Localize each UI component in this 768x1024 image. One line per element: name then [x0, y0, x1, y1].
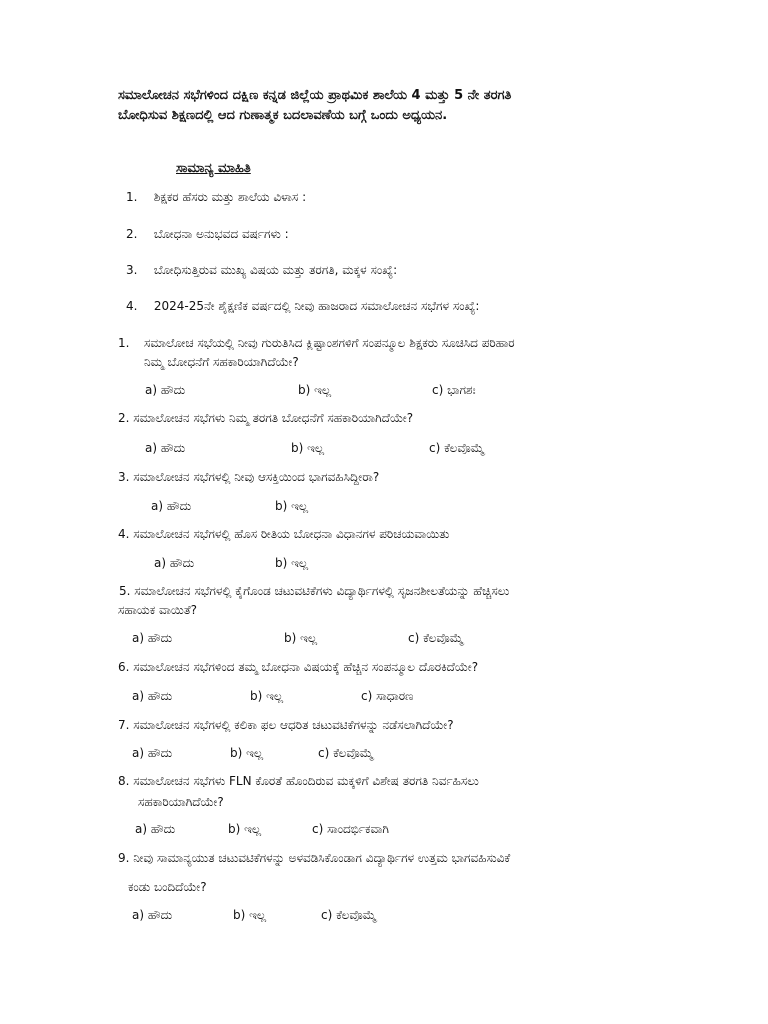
option-c[interactable]: c) ಸಾಂದರ್ಭಿಕವಾಗಿ [312, 822, 389, 836]
question-line-1: 9. ನೀವು ಸಾಮಾನ್ಯಯುತ ಚಟುವಟಿಕೆಗಳನ್ನು ಅಳವಡಿಸಿಕೊಂಡಾಗ ವಿದ್ಯಾರ್ಥಿಗಳ ಉತ್ತಮ ಭಾಗವಹಿಸುವಿಕೆ [118, 851, 511, 865]
option-c[interactable]: c) ಸಾಧಾರಣ [361, 689, 414, 703]
option-a[interactable]: a) ಹೌದು [151, 499, 192, 513]
general-info-item [126, 227, 289, 242]
option-c[interactable]: c) ಕೆಲವೊಮ್ಮೆ [429, 441, 485, 455]
option-b[interactable]: b) ಇಲ್ಲ [291, 441, 325, 455]
general-info-item [126, 263, 397, 278]
option-a[interactable]: a) ಹೌದು [154, 556, 195, 570]
item-text: ಶಿಕ್ಷಕರ ಹೆಸರು ಮತ್ತು ಶಾಲೆಯ ವಿಳಾಸ : [153, 190, 307, 204]
option-a[interactable]: a) ಹೌದು [132, 689, 173, 703]
question-text [118, 336, 515, 351]
item-text: ಬೋಧನಾ ಅನುಭವದ ವರ್ಷಗಳು : [153, 227, 289, 241]
option-b[interactable]: b) ಇಲ್ಲ [230, 746, 264, 760]
option-b[interactable]: b) ಇಲ್ಲ [284, 631, 318, 645]
item-number: 1. [126, 190, 138, 204]
option-b[interactable]: b) ಇಲ್ಲ [275, 499, 309, 513]
document-title-line-2: ಬೋಧಿಸುವ ಶಿಕ್ಷಣದಲ್ಲಿ ಆದ ಗುಣಾತ್ಮಕ ಬದಲಾವಣೆಯ ಬಗ್ಗೆ ಒಂದು ಅಧ್ಯಯನ. [118, 108, 448, 123]
option-c[interactable]: c) ಕೆಲವೊಮ್ಮೆ [318, 746, 374, 760]
option-c[interactable]: c) ಭಾಗಶಃ [432, 383, 476, 397]
document-title-line-1: ಸಮಾಲೋಚನ ಸಭೆಗಳಿಂದ ದಕ್ಷಿಣ ಕನ್ನಡ ಜಿಲ್ಲೆಯ ಪ್ರಾಥಮಿಕ ಶಾಲೆಯ 4 ಮತ್ತು 5 ನೇ ತರಗತಿ [118, 88, 512, 103]
option-b[interactable]: b) ಇಲ್ಲ [275, 556, 309, 570]
option-b[interactable]: b) ಇಲ್ಲ [298, 383, 332, 397]
question-number: 1. [118, 336, 130, 350]
question-line-1: 4. ಸಮಾಲೋಚನ ಸಭೆಗಳಲ್ಲಿ ಹೊಸ ರೀತಿಯ ಬೋಧನಾ ವಿಧಾನಗಳ ಪರಿಚಯವಾಯಿತು [118, 527, 450, 541]
option-c[interactable]: c) ಕೆಲವೊಮ್ಮೆ [408, 631, 464, 645]
item-number: 3. [126, 263, 138, 277]
question-line-1: ಸಮಾಲೋಚ ಸಭೆಯಲ್ಲಿ ನೀವು ಗುರುತಿಸಿದ ಕ್ಲಿಷ್ಟಾಂಶಗಳಿಗೆ ಸಂಪನ್ಮೂಲ ಶಿಕ್ಷಕರು ಸೂಚಿಸಿದ ಪರಿಹಾರ [144, 336, 515, 350]
item-number: 4. [126, 299, 138, 313]
question-line-1: 8. ಸಮಾಲೋಚನ ಸಭೆಗಳು FLN ಕೊರತೆ ಹೊಂದಿರುವ ಮಕ್ಕಳಿಗೆ ವಿಶೇಷ ತರಗತಿ ನಿರ್ವಹಿಸಲು [118, 774, 479, 788]
option-b[interactable]: b) ಇಲ್ಲ [233, 908, 267, 922]
question-line-2: ಸಹಾಯಕ ವಾಯಿತೆ? [118, 603, 198, 617]
question-line-2: ಕಂಡು ಬಂದಿದೆಯೇ? [128, 880, 207, 894]
option-b[interactable]: b) ಇಲ್ಲ [228, 822, 262, 836]
option-b[interactable]: b) ಇಲ್ಲ [250, 689, 284, 703]
option-a[interactable]: a) ಹೌದು [145, 441, 186, 455]
question-line-1: 6. ಸಮಾಲೋಚನ ಸಭೆಗಳಿಂದ ತಮ್ಮ ಬೋಧನಾ ವಿಷಯಕ್ಕೆ ಹೆಚ್ಚಿನ ಸಂಪನ್ಮೂಲ ದೊರಕಿದೆಯೇ? [118, 660, 479, 674]
option-a[interactable]: a) ಹೌದು [135, 822, 176, 836]
question-line-2: ನಿಮ್ಮ ಬೋಧನೆಗೆ ಸಹಕಾರಿಯಾಗಿದೆಯೇ? [144, 355, 299, 369]
section-heading: ಸಾಮಾನ್ಯ ಮಾಹಿತಿ [176, 161, 251, 176]
question-line-1: 2. ಸಮಾಲೋಚನ ಸಭೆಗಳು ನಿಮ್ಮ ತರಗತಿ ಬೋಧನೆಗೆ ಸಹಕಾರಿಯಾಗಿದೆಯೇ? [118, 411, 414, 425]
option-a[interactable]: a) ಹೌದು [145, 383, 186, 397]
general-info-item [126, 190, 306, 205]
item-text: ಬೋಧಿಸುತ್ತಿರುವ ಮುಖ್ಯ ವಿಷಯ ಮತ್ತು ತರಗತಿ, ಮಕ್ಕಳ ಸಂಖ್ಯೆ: [153, 263, 398, 277]
item-text: 2024-25ನೇ ಶೈಕ್ಷಣಿಕ ವರ್ಷದಲ್ಲಿ ನೀವು ಹಾಜರಾದ ಸಮಾಲೋಚನ ಸಭೆಗಳ ಸಂಖ್ಯೆ: [153, 299, 480, 313]
question-line-1: 3. ಸಮಾಲೋಚನ ಸಭೆಗಳಲ್ಲಿ ನೀವು ಆಸಕ್ತಿಯಿಂದ ಭಾಗವಹಿಸಿದ್ದೀರಾ? [118, 470, 380, 484]
option-a[interactable]: a) ಹೌದು [132, 746, 173, 760]
question-line-1: 7. ಸಮಾಲೋಚನ ಸಭೆಗಳಲ್ಲಿ ಕಲಿಕಾ ಫಲ ಆಧರಿತ ಚಟುವಟಿಕೆಗಳನ್ನು ನಡೆಸಲಾಗಿದೆಯೇ? [118, 718, 454, 732]
option-c[interactable]: c) ಕೆಲವೊಮ್ಮೆ [321, 908, 377, 922]
general-info-item [126, 299, 479, 314]
question-line-2: ಸಹಕಾರಿಯಾಗಿದೆಯೇ? [138, 795, 224, 809]
item-number: 2. [126, 227, 138, 241]
option-a[interactable]: a) ಹೌದು [132, 631, 173, 645]
question-line-1: 5. ಸಮಾಲೋಚನ ಸಭೆಗಳಲ್ಲಿ ಕೈಗೊಂಡ ಚಟುವಟಿಕೆಗಳು ವಿದ್ಯಾರ್ಥಿಗಳಲ್ಲಿ ಸೃಜನಶೀಲತೆಯನ್ನು ಹೆಚ್ಚಿಸಲು [119, 584, 510, 598]
option-a[interactable]: a) ಹೌದು [132, 908, 173, 922]
